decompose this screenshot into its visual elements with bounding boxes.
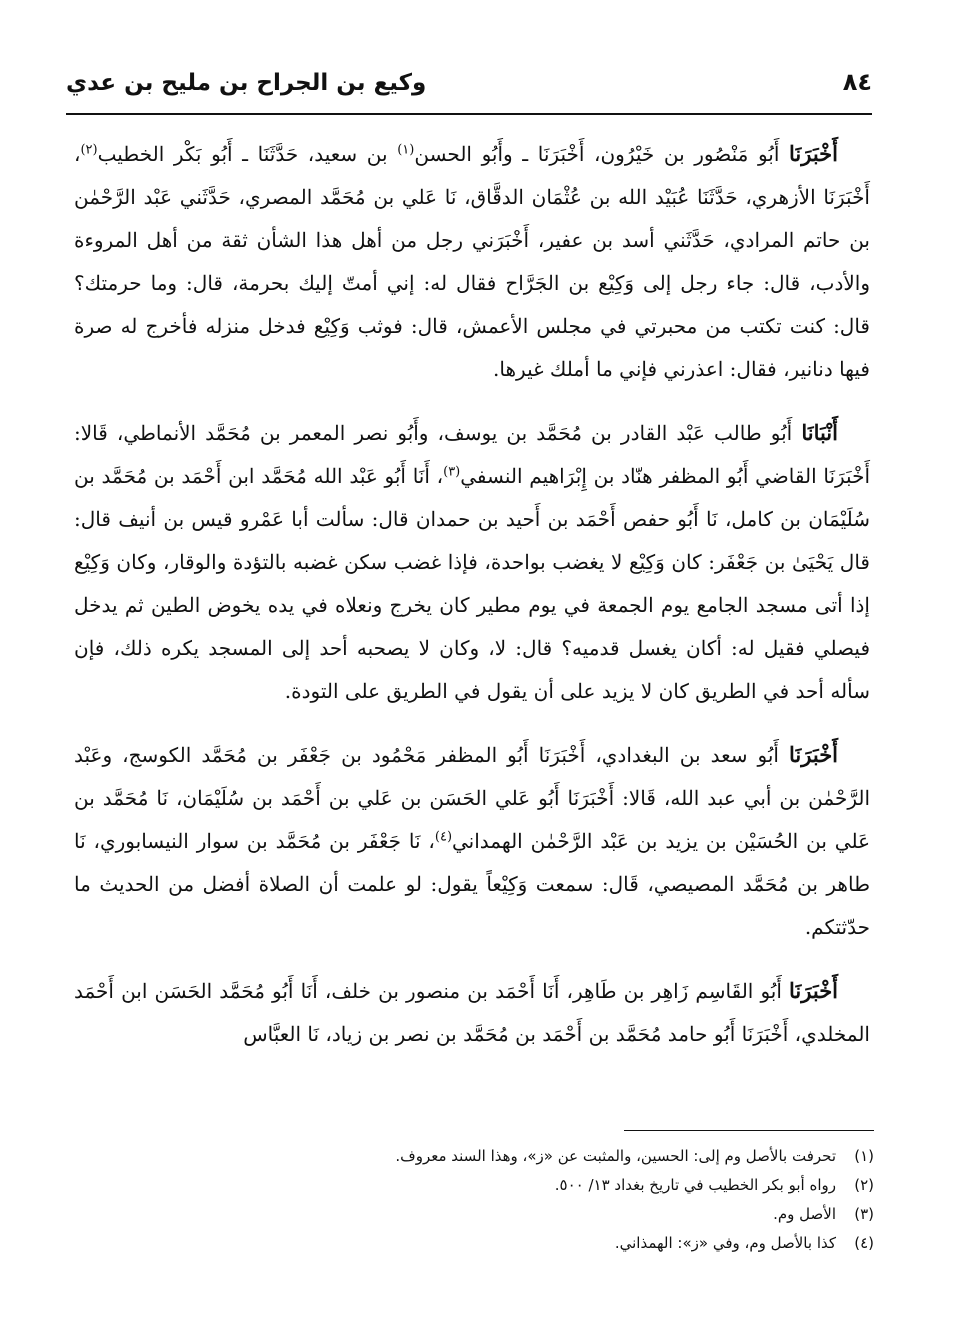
footnote-number: (٤) [854, 1234, 874, 1252]
paragraph-4 [74, 969, 870, 1056]
footnote-ref: (٤) [434, 829, 453, 845]
footnote [84, 1171, 874, 1200]
paragraph-lead: أَخْبَرَنَا [789, 742, 839, 767]
paragraph-text: بن سعيد، حَدَّثَنَا ـ أَبُو بَكْر الخطيب [97, 142, 388, 166]
footnote-ref: (٣) [443, 464, 461, 480]
footnote-ref: (١) [397, 142, 415, 158]
paragraph-2 [74, 411, 870, 713]
footnote [84, 1142, 874, 1171]
paragraph-lead: أَخْبَرَنَا [789, 141, 838, 166]
page-header [66, 66, 872, 110]
footnote-text: رواه أبو بكر الخطيب في تاريخ بغداد ١٣/ ٥٠٠. [554, 1176, 836, 1194]
footnote-rule [624, 1130, 874, 1131]
main-text [74, 132, 870, 1076]
footnote-ref: (٢) [80, 142, 98, 158]
header-rule [66, 113, 872, 115]
footnotes [84, 1142, 874, 1258]
page-number: ٨٤ [842, 68, 872, 96]
paragraph-text: أَبُو مَنْصُور بن خَيْرُون، أَخْبَرَنَا ـ وأَبُو الحسن [414, 142, 780, 166]
paragraph-lead: أَخْبَرَنَا [789, 978, 839, 1003]
footnote-text: الأصل وم. [773, 1205, 836, 1223]
paragraph-text: ، أَنَا أَبُو عَبْد الله مُحَمَّد ابن أَحْمَد بن مُحَمَّد بن سُلَيْمَان بن كامل، نَا أَبُو حفص أَحْمَد بن أَحيد بن حمدان قال: سألت أبا عَمْرو قيس بن أنيف قال: قال يَحْيَىٰ بن جَعْفَر: كان وَكِيْع لا يغضب بواحدة، فإذا غضب سكن غضبه بالتؤدة والوقار، وكان وَكِيْع إذا أتى مسجد الجامع يوم الجمعة في يوم مطير كان يخرج ونعلاه في يده يخوض الطين ثم يدخل فيصلي فقيل له: أكان يغسل قدميه؟ قال: لا، وكان لا يصحبه أحد إلى المسجد يكره ذلك، فإن سأله أحد في الطريق كان لا يزيد على أن يقول في الطريق على التودة. [74, 464, 870, 703]
footnote [84, 1229, 874, 1258]
paragraph-text: ، أَخْبَرَنَا الأزهري، حَدَّثَنَا عُبَيْد الله بن عُثْمَان الدقَّاق، نَا عَلي بن مُحَمَّد المصري، حَدَّثَني عَبْد الرَّحْمٰن بن حاتم المرادي، حَدَّثَني أسد بن عفير، أَخْبَرَني رجل من أهل هذا الشأن ثقة من أهل المروءة والأدب، قال: جاء رجل إلى وَكِيْع بن الجَرَّاح فقال له: إني أمتّ إليك بحرمة، قال: وما حرمتك؟ قال: كنت تكتب من محبرتي في مجلس الأعمش، قال: فوثب وَكِيْع فدخل منزله فأخرج له صرة فيها دنانير، فقال: اعذرني فإني ما أملك غيرها. [74, 142, 870, 381]
footnote-number: (١) [854, 1147, 874, 1165]
footnote [84, 1200, 874, 1229]
footnote-number: (٢) [854, 1176, 874, 1194]
paragraph-3 [74, 733, 870, 949]
paragraph-lead: أَنْبَانَا [801, 420, 838, 445]
footnote-number: (٣) [854, 1205, 874, 1223]
footnote-text: كذا بالأصل وم، وفي «ز»: الهمذاني. [614, 1234, 836, 1252]
paragraph-1 [74, 132, 870, 391]
paragraph-text: ، نَا جَعْفَر بن مُحَمَّد بن سوار النيسابوري، نَا طاهر بن مُحَمَّد المصيصي، قَال: سمعت وَكِيْعاً يقول: لو علمت أن الصلاة أفضل من الحديث ما حدّثتكم. [74, 829, 870, 939]
paragraph-text: أَبُو سعد بن البغدادي، أَخْبَرَنَا أَبُو المظفر مَحْمُود بن جَعْفَر بن مُحَمَّد الكوسج، وعَبْد الرَّحْمٰن بن أبي عبد الله، قَالا: أَخْبَرَنَا أَبُو عَلي الحَسَن بن عَلي بن أَحْمَد بن سُلَيْمَان، نَا مُحَمَّد بن عَلي بن الحُسَيْن بن يزيد بن عَبْد الرَّحْمٰن الهمداني [74, 743, 870, 853]
running-title: وكيع بن الجراح بن مليح بن عدي [66, 70, 427, 96]
paragraph-text: أَبُو القَاسِم زَاهِر بن طَاهِر، أَنَا أَحْمَد بن منصور بن خلف، أَنَا أَبُو مُحَمَّد الحَسَن ابن أَحْمَد المخلدي، أَخْبَرَنَا أَبُو حامد مُحَمَّد بن أَحْمَد بن مُحَمَّد بن نصر بن زياد، نَا العبَّاس [74, 979, 870, 1046]
footnote-text: تحرفت بالأصل وم إلى: الحسين، والمثبت عن «ز»، وهذا السند معروف. [395, 1147, 836, 1165]
paragraph-text: أَبُو طالب عَبْد القادر بن مُحَمَّد بن يوسف، وأَبُو نصر المعمر بن مُحَمَّد الأنماطي، قَالا: أَخْبَرَنَا القاضي أَبُو المظفر هنّاد بن إِبْرَاهيم النسفي [74, 421, 870, 488]
